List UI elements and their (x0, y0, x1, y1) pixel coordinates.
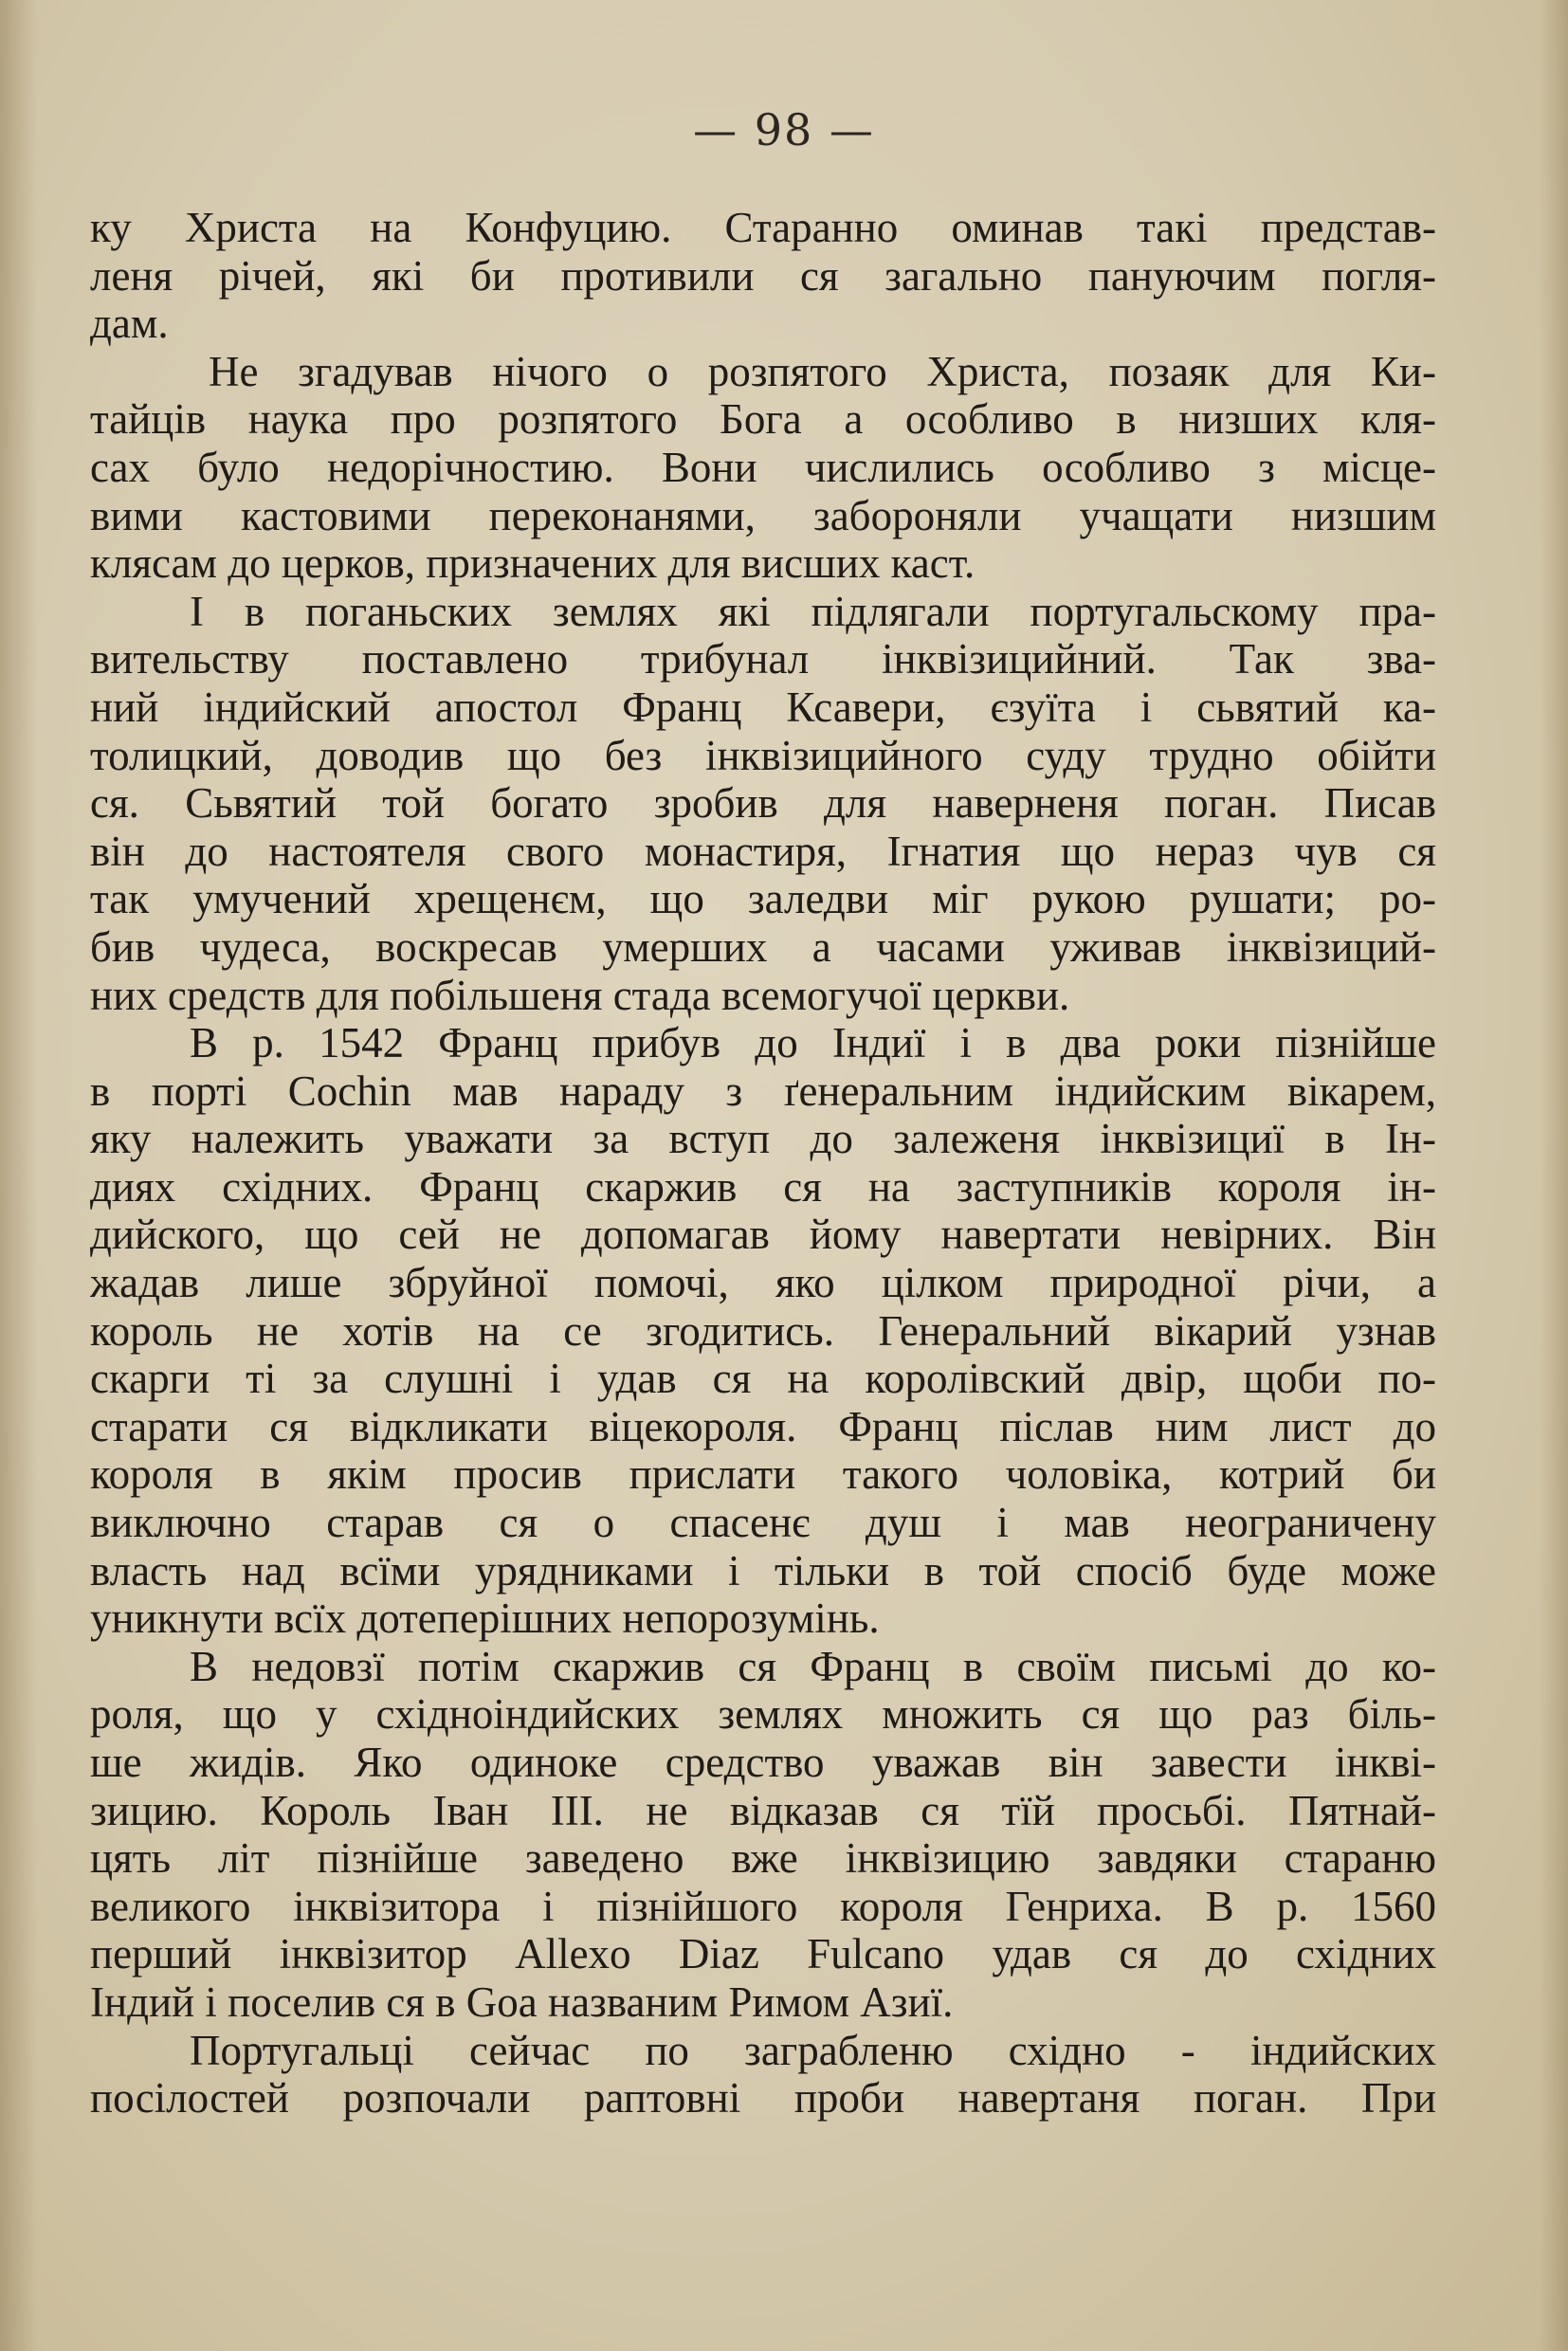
paragraph (90, 1643, 1436, 2027)
text-line: ний індийский апостол Франц Ксавери, єзуїта і сьвятий ка- (90, 683, 1436, 731)
text-line: посілостей розпочали раптовні проби навертаня поган. При (90, 2074, 1436, 2123)
text-line: старати ся відкликати віцекороля. Франц післав ним лист до (90, 1402, 1436, 1450)
text-line: диях східних. Франц скаржив ся на заступників короля ін- (90, 1162, 1436, 1211)
text-line: леня річей, які би противили ся загально пануючим погля- (90, 251, 1436, 300)
text-line: власть над всїми урядниками і тільки в той спосіб буде може (90, 1546, 1436, 1595)
text-line: уникнути всїх дотеперішних непорозумінь. (90, 1595, 880, 1643)
page-number: — 98 — (693, 104, 875, 155)
text-line: клясам до церков, призначених для висших каст. (90, 539, 975, 588)
text-line: вительству поставлено трибунал інквізицийний. Так зва- (90, 635, 1436, 683)
text-line: В р. 1542 Франц прибув до Індиї і в два роки пізнійше (190, 1019, 1436, 1067)
text-line: зицию. Король Іван III. не відказав ся тїй просьбі. Пятнай- (90, 1786, 1436, 1834)
paragraph (90, 204, 1436, 348)
text-line: король не хотів на се згодитись. Генеральний вікарий узнав (90, 1306, 1436, 1355)
text-line: ся. Сьвятий той богато зробив для наверненя поган. Писав (90, 779, 1436, 828)
text-body (90, 204, 1436, 2123)
text-line: короля в якім просив прислати такого чоловіка, котрий би (90, 1450, 1436, 1499)
text-line: в порті Cochin мав нараду з ґенеральним індийским вікарем, (90, 1066, 1436, 1115)
text-line: так умучений хрещенєм, що заледви міг рукою рушати; ро- (90, 875, 1436, 923)
text-line: І в поганьских землях які підлягали португальскому пра- (190, 587, 1436, 635)
text-line: перший інквізитор Allexo Diaz Fulcano удав ся до східних (90, 1930, 1436, 1978)
paragraph (90, 348, 1436, 588)
text-line: виключно старав ся о спасенє душ і мав неограничену (90, 1499, 1436, 1547)
text-line: В недовзї потім скаржив ся Франц в своїм письмі до ко- (190, 1642, 1436, 1690)
text-line: бив чудеса, воскресав умерших а часами уживав інквізиций- (90, 922, 1436, 971)
text-line: них средств для побільшеня стада всемогучої церкви. (90, 971, 1070, 1019)
text-line: цять літ пізнійше заведено вже інквізицию завдяки стараню (90, 1834, 1436, 1883)
text-line: роля, що у східноіндийских землях множить ся що раз біль- (90, 1690, 1436, 1739)
text-line: толицкий, доводив що без інквізицийного суду трудно обійти (90, 731, 1436, 779)
text-line: ше жидів. Яко одиноке средство уважав він завести інкві- (90, 1739, 1436, 1786)
paragraph (90, 1019, 1436, 1643)
text-line: сах було недорічностию. Вони числились особливо з місце- (90, 443, 1436, 491)
text-line: Індий і поселив ся в Goa названим Римом Азиї. (90, 1977, 954, 2026)
text-line: скарги ті за слушні і удав ся на королівский двір, щоби по- (90, 1355, 1436, 1403)
paragraph (90, 588, 1436, 1019)
text-line: яку належить уважати за вступ до залеженя інквізициї в Ін- (90, 1115, 1436, 1163)
text-line: тайців наука про розпятого Бога а особливо в низших кля- (90, 395, 1436, 444)
text-line: ку Христа на Конфуцию. Старанно оминав такі представ- (90, 204, 1436, 251)
text-line: жадав лише збруйної помочі, яко цілком природної річи, а (90, 1259, 1436, 1307)
text-line: він до настоятеля свого монастиря, Ігнатия що нераз чув ся (90, 827, 1436, 875)
text-line: Не згадував нічого о розпятого Христа, позаяк для Ки- (209, 347, 1436, 395)
paragraph (90, 2027, 1436, 2123)
text-line: дам. (90, 300, 169, 348)
text-line: дийского, що сей не допомагав йому навертати невірних. Він (90, 1211, 1436, 1259)
text-line: вими кастовими переконанями, забороняли учащати низшим (90, 491, 1436, 539)
text-line: Португальці сейчас по заграбленю східно - індийских (190, 2026, 1436, 2074)
text-line: великого інквізитора і пізнійшого короля Генриха. В р. 1560 (90, 1882, 1436, 1930)
